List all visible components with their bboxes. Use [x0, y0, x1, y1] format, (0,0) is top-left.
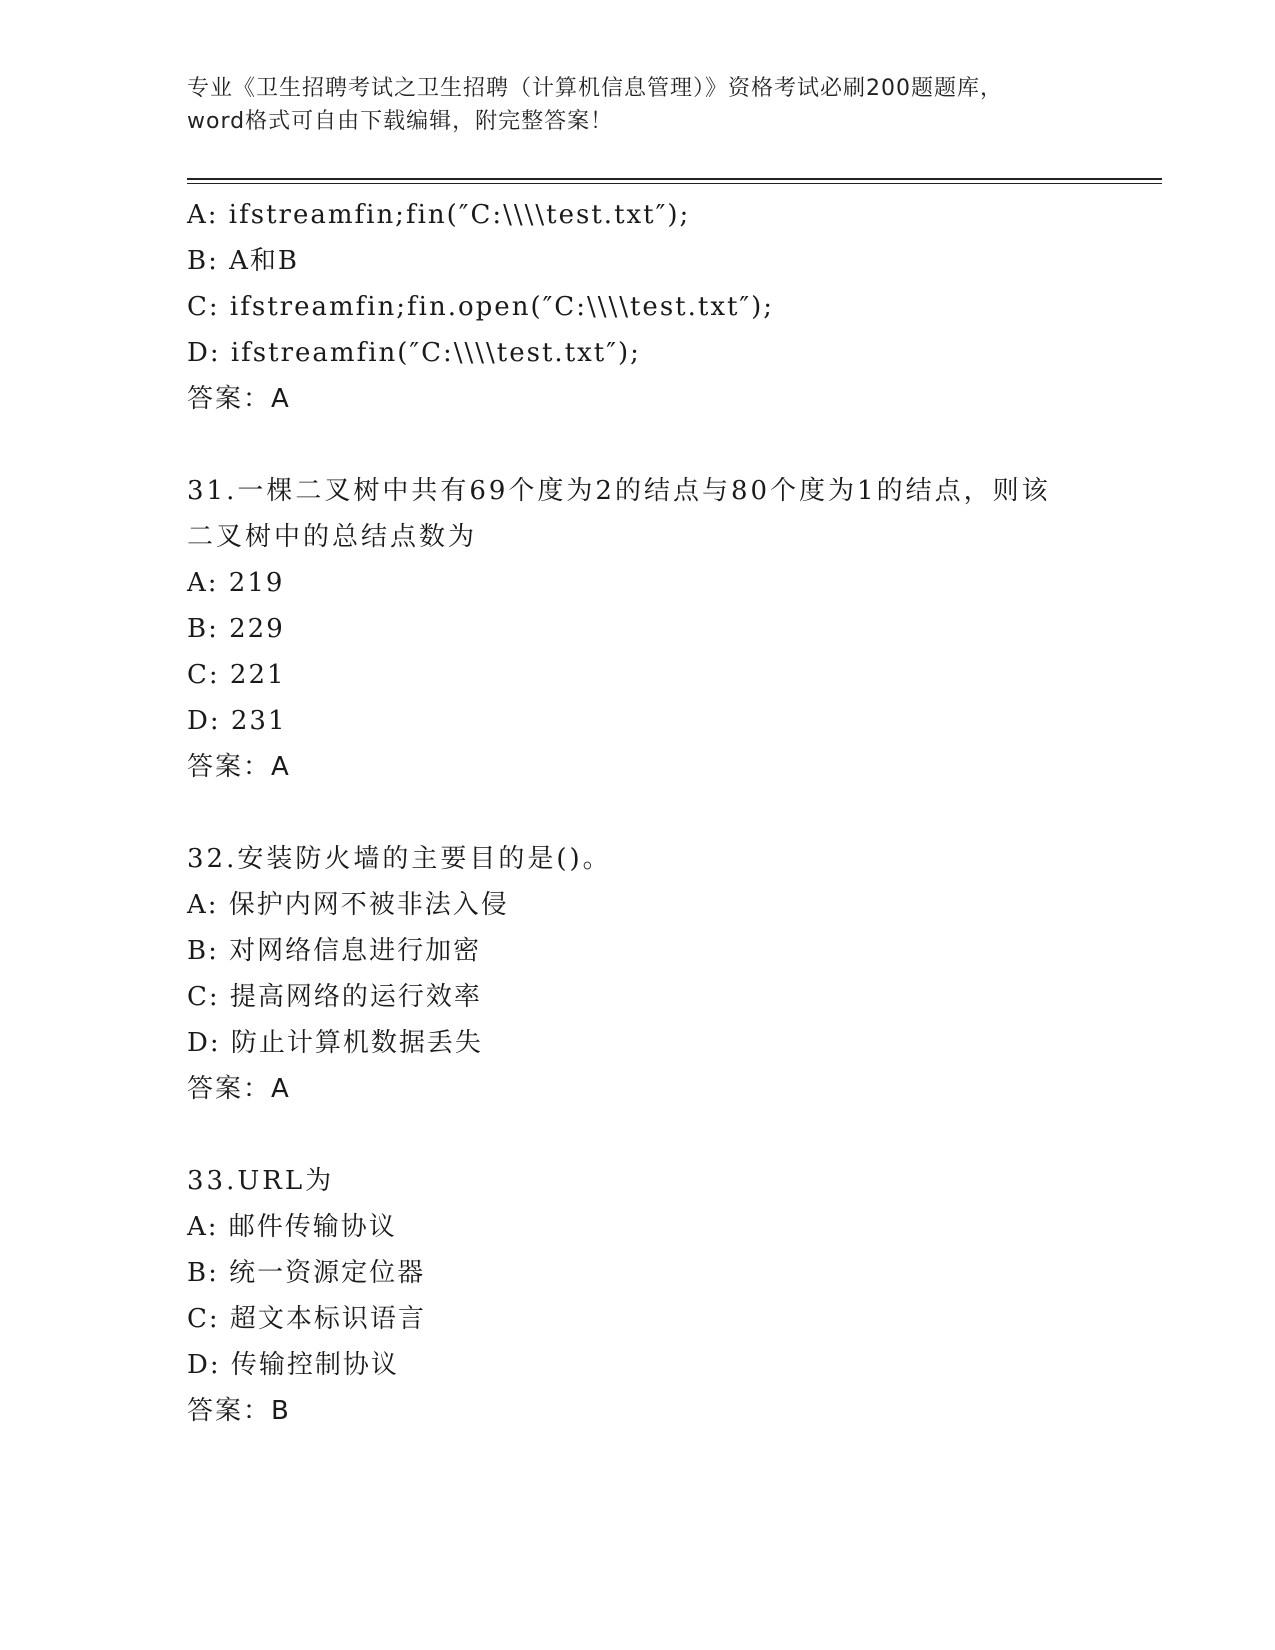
option-c: C: 提高网络的运行效率 — [187, 982, 482, 1012]
answer-line: 答案：A — [187, 1074, 291, 1104]
question-stem: 32.安装防火墙的主要目的是()。 — [187, 844, 612, 874]
question-stem: 31.一棵二叉树中共有69个度为2的结点与80个度为1的结点，则该 — [187, 476, 1051, 506]
option-d: D: ifstreamfin(″C:\\\\test.txt″); — [187, 338, 641, 368]
option-a: A: 保护内网不被非法入侵 — [187, 890, 509, 920]
document-header — [187, 72, 1147, 138]
option-a: A: 邮件传输协议 — [187, 1212, 397, 1242]
option-c: C: ifstreamfin;fin.open(″C:\\\\test.txt″); — [187, 292, 775, 322]
option-b: B: 229 — [187, 614, 285, 644]
question-stem-continued: 二叉树中的总结点数为 — [187, 522, 478, 552]
option-b: B: A和B — [187, 246, 300, 276]
answer-line: 答案：A — [187, 384, 291, 414]
spacer — [187, 422, 1147, 468]
question-block-32 — [187, 836, 1147, 1112]
answer-line: 答案：B — [187, 1396, 291, 1426]
question-block-31 — [187, 468, 1147, 790]
option-a: A: 219 — [187, 568, 285, 598]
option-d: D: 防止计算机数据丢失 — [187, 1028, 483, 1058]
option-b: B: 对网络信息进行加密 — [187, 936, 482, 966]
header-line-1: 专业《卫生招聘考试之卫生招聘（计算机信息管理）》资格考试必刷200题题库， — [187, 76, 1003, 101]
question-block-30 — [187, 192, 1147, 422]
option-b: B: 统一资源定位器 — [187, 1258, 426, 1288]
answer-line: 答案：A — [187, 752, 291, 782]
spacer — [187, 1112, 1147, 1158]
header-line-2: word格式可自由下载编辑，附完整答案！ — [187, 109, 614, 134]
option-d: D: 传输控制协议 — [187, 1350, 399, 1380]
header-divider — [187, 178, 1162, 184]
option-a: A: ifstreamfin;fin(″C:\\\\test.txt″); — [187, 200, 691, 230]
option-c: C: 221 — [187, 660, 286, 690]
question-stem: 33.URL为 — [187, 1166, 335, 1196]
spacer — [187, 790, 1147, 836]
option-d: D: 231 — [187, 706, 287, 736]
option-c: C: 超文本标识语言 — [187, 1304, 426, 1334]
question-list — [187, 192, 1147, 1434]
question-block-33 — [187, 1158, 1147, 1434]
